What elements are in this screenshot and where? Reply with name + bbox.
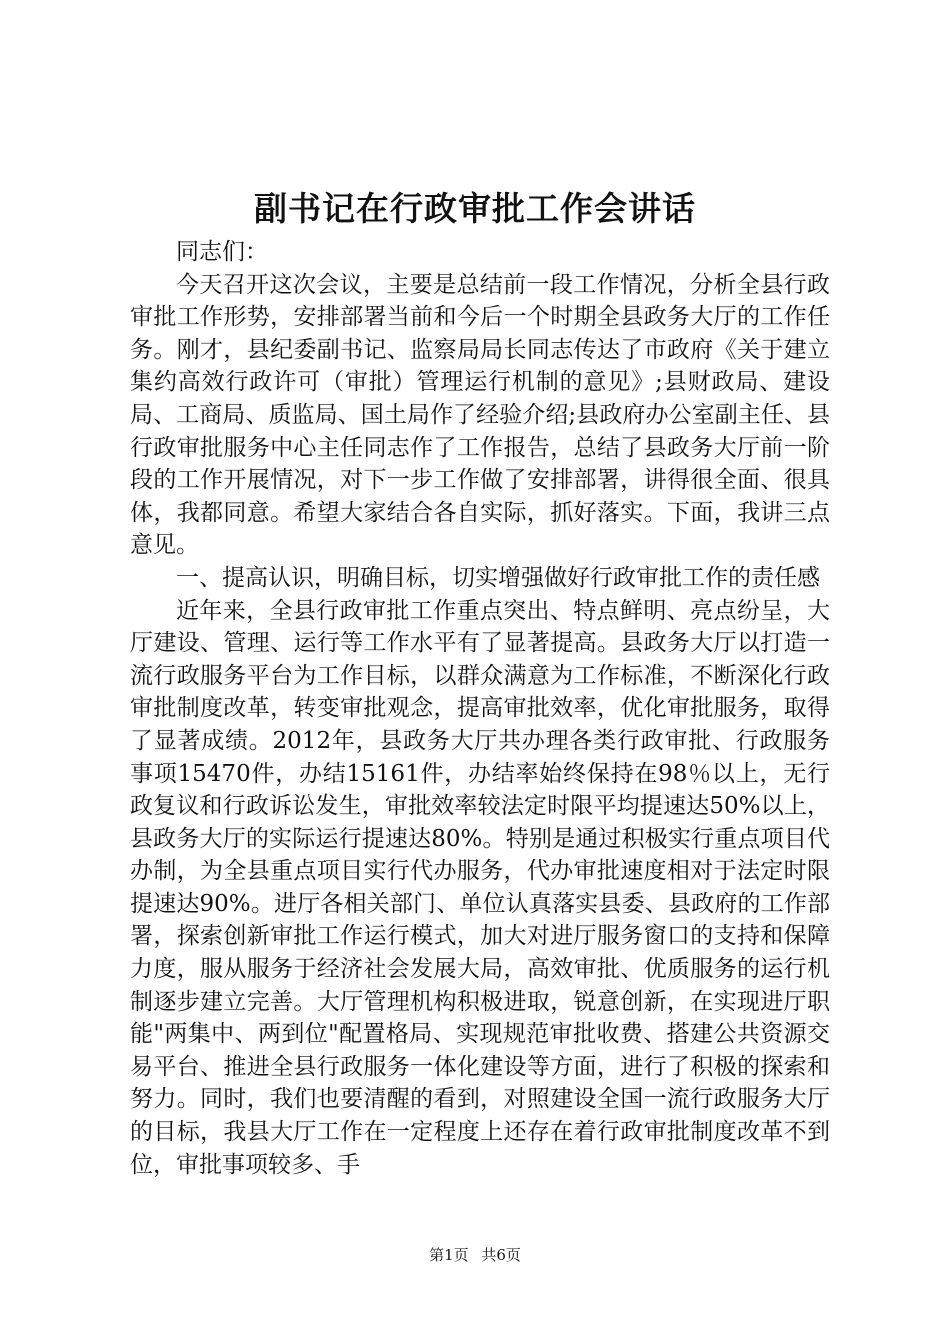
page-number: 第1页	[429, 1246, 469, 1264]
document-body	[130, 236, 830, 1181]
section-heading-1: 一、提高认识，明确目标，切实增强做好行政审批工作的责任感	[176, 564, 820, 591]
page-footer	[0, 1245, 950, 1265]
document-title: 副书记在行政审批工作会讲话	[254, 189, 696, 228]
paragraph-achievements: 近年来，全县行政审批工作重点突出、特点鲜明、亮点纷呈，大厅建设、管理、运行等工作水平有了显著提高。县政务大厅以打造一流行政服务平台为工作目标，以群众满意为工作标准，不断深化行政审批制度改革，转变审批观念，提高审批效率，优化审批服务，取得了显著成绩。2012年，县政务大厅共办理各类行政审批、行政服务事项15470件，办结15161件，办结率始终保持在98％以上，无行政复议和行政诉讼发生，审批效率较法定时限平均提速达50%以上，县政务大厅的实际运行提速达80%。特别是通过积极实行重点项目代办制，为全县重点项目实行代办服务，代办审批速度相对于法定时限提速达90%。进厅各相关部门、单位认真落实县委、县政府的工作部署，探索创新审批工作运行模式，加大对进厅服务窗口的支持和保障力度，服从服务于经济社会发展大局，高效审批、优质服务的运行机制逐步建立完善。大厅管理机构积极进取，锐意创新，在实现进厅职能"两集中、两到位"配置格局、实现规范审批收费、搭建公共资源交易平台、推进全县行政服务一体化建设等方面，进行了积极的探索和努力。同时，我们也要清醒的看到，对照建设全国一流行政服务大厅的目标，我县大厅工作在一定程度上还存在着行政审批制度改革不到位，审批事项较多、手	[130, 597, 830, 1178]
paragraph-intro: 今天召开这次会议，主要是总结前一段工作情况，分析全县行政审批工作形势，安排部署当前和今后一个时期全县政务大厅的工作任务。刚才，县纪委副书记、监察局局长同志传达了市政府《关于建立集约高效行政许可（审批）管理运行机制的意见》;县财政局、建设局、工商局、质监局、国土局作了经验介绍;县政府办公室副主任、县行政审批服务中心主任同志作了工作报告，总结了县政务大厅前一阶段的工作开展情况，对下一步工作做了安排部署，讲得很全面、很具体，我都同意。希望大家结合各自实际，抓好落实。下面，我讲三点意见。	[130, 271, 830, 559]
page-total: 共6页	[481, 1246, 521, 1264]
salutation: 同志们：	[176, 239, 268, 265]
